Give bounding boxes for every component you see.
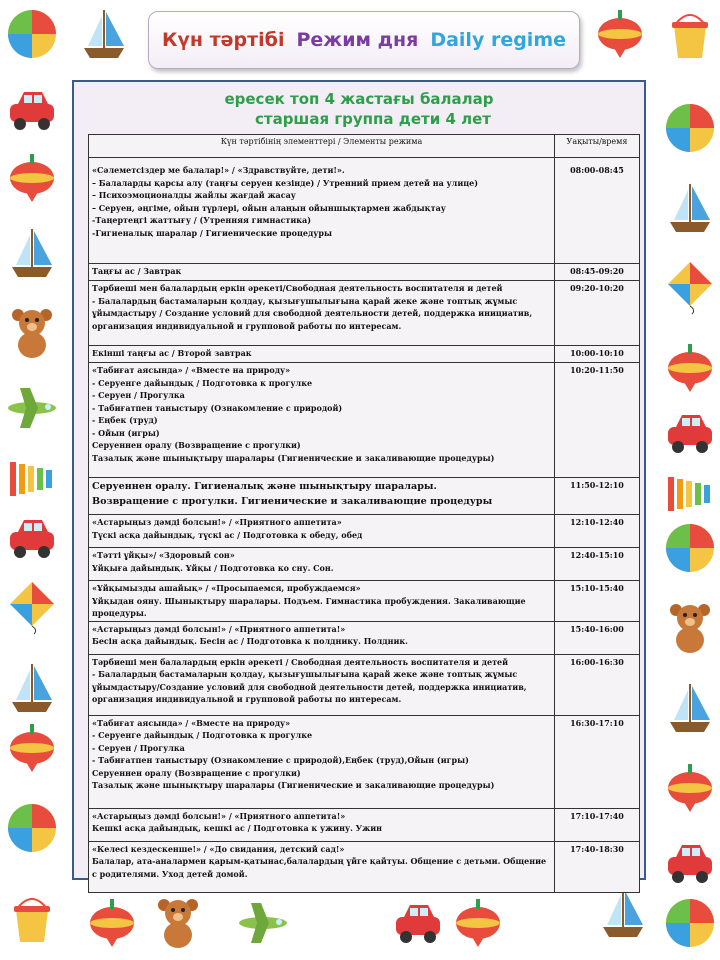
regime-element-cell bbox=[89, 363, 555, 478]
time-cell: 12:10-12:40 bbox=[555, 515, 640, 548]
regime-line: Возвращение с прогулки. Гигиенические и закаливающие процедуры bbox=[92, 496, 493, 507]
time-cell: 10:20-11:50 bbox=[555, 363, 640, 478]
regime-line: - Табиғатпен таныстыру (Ознакомление с природой),Еңбек (труд),Ойын (игры) bbox=[92, 755, 469, 765]
schedule-panel bbox=[72, 80, 646, 880]
title-banner bbox=[148, 11, 580, 69]
time-cell: 16:30-17:10 bbox=[555, 715, 640, 808]
sailboat-icon bbox=[595, 885, 651, 941]
spinning-top-icon bbox=[662, 760, 718, 816]
sailboat-icon bbox=[662, 680, 718, 736]
ball-icon bbox=[4, 800, 60, 856]
time-cell: 17:10-17:40 bbox=[555, 808, 640, 841]
regime-line: Кешкі асқа дайындық, кешкі ас / Подготовка к ужину. Ужин bbox=[92, 823, 383, 833]
airplane-icon bbox=[235, 895, 291, 951]
regime-line: Түскі асқа дайындық, түскі ас / Подготовка к обеду, обед bbox=[92, 529, 363, 540]
teddy-bear-icon bbox=[662, 600, 718, 656]
car-icon bbox=[390, 895, 446, 951]
ball-icon bbox=[662, 100, 718, 156]
regime-line: Бесін асқа дайындық. Бесін ас / Подготовка к полднику. Полдник. bbox=[92, 636, 408, 646]
regime-line: «Табиғат аясында» / «Вместе на природу» bbox=[92, 365, 291, 375]
regime-element-cell bbox=[89, 346, 555, 363]
regime-element-cell bbox=[89, 515, 555, 548]
regime-element-cell bbox=[89, 281, 555, 346]
teddy-bear-icon bbox=[150, 895, 206, 951]
schedule-table bbox=[88, 134, 640, 893]
spinning-top-icon bbox=[4, 150, 60, 206]
sand-bucket-icon bbox=[662, 6, 718, 62]
time-cell: 08:00-08:45 bbox=[555, 158, 640, 264]
regime-line: Таңғы ас / Завтрак bbox=[92, 266, 182, 276]
sailboat-icon bbox=[4, 660, 60, 716]
table-row bbox=[89, 621, 640, 654]
regime-element-cell bbox=[89, 841, 555, 892]
regime-element-cell bbox=[89, 548, 555, 581]
sailboat-icon bbox=[4, 225, 60, 281]
table-row bbox=[89, 808, 640, 841]
car-icon bbox=[4, 82, 60, 138]
regime-element-cell bbox=[89, 581, 555, 622]
regime-line: - Балалардың бастамаларын қолдау, қызығушылығына қарай жеке және топтық жұмыс ұйымдастыру/Создание условий для свободной деятельности детей, поддержка инициатив, организация индивидуальной и групповой работы по интересам. bbox=[92, 669, 527, 704]
regime-line: «Келесі кездескенше!» / «До свидания, детский сад!» bbox=[92, 843, 345, 854]
table-row bbox=[89, 478, 640, 515]
regime-line: Серуеннен оралу (Возвращение с прогулки) bbox=[92, 767, 301, 778]
time-cell: 12:40-15:10 bbox=[555, 548, 640, 581]
table-row bbox=[89, 346, 640, 363]
regime-line: - Балалардың бастамаларын қолдау, қызығушылығына қарай жеке және топтық жұмыс ұйымдастыру / Создание условий для свободной деятельности детей, поддержка инициатив, организация индивидуальной и групповой работы по интересам. bbox=[92, 295, 533, 331]
regime-element-cell bbox=[89, 808, 555, 841]
time-cell: 17:40-18:30 bbox=[555, 841, 640, 892]
car-icon bbox=[662, 835, 718, 891]
time-cell: 16:00-16:30 bbox=[555, 654, 640, 715]
subtitle-kz: ересек топ 4 жастағы балалар bbox=[224, 90, 494, 108]
header-time: Уақыты/время bbox=[555, 135, 640, 158]
spinning-top-icon bbox=[592, 6, 648, 62]
xylophone-icon bbox=[4, 450, 60, 506]
kite-icon bbox=[4, 580, 60, 636]
title-ru: Режим дня bbox=[296, 29, 419, 51]
regime-element-cell bbox=[89, 158, 555, 264]
regime-line: «Астарыңыз дәмді болсын!» / «Приятного аппетита!» bbox=[92, 810, 346, 821]
spinning-top-icon bbox=[4, 720, 60, 776]
regime-line: Тазалық және шынықтыру шаралары (Гигиенические и закаливающие процедуры) bbox=[92, 452, 495, 463]
time-cell: 15:40-16:00 bbox=[555, 621, 640, 654]
regime-line: Тазалық және шынықтыру шаралары (Гигиенические и закаливающие процедуры) bbox=[92, 780, 495, 790]
regime-element-cell bbox=[89, 621, 555, 654]
regime-line: Тәрбиеші мен балалардың еркін әрекеті / Свободная деятельность воспитателя и детей bbox=[92, 656, 509, 667]
regime-element-cell bbox=[89, 654, 555, 715]
regime-line: «Табиғат аясында» / «Вместе на природу» bbox=[92, 717, 291, 728]
kite-icon bbox=[662, 260, 718, 316]
car-icon bbox=[662, 405, 718, 461]
regime-line: -Гигиеналық шаралар / Гигиенические процедуры bbox=[92, 227, 333, 238]
regime-element-cell bbox=[89, 264, 555, 281]
table-row bbox=[89, 654, 640, 715]
regime-line: Балалар, ата-аналармен қарым-қатынас,балалардың үйге қайтуы. Общение с детьми. Общение с родителями. Уход детей домой. bbox=[92, 856, 547, 879]
ball-icon bbox=[662, 895, 718, 951]
regime-line: - Серуен / Прогулка bbox=[92, 390, 185, 400]
table-row bbox=[89, 158, 640, 264]
regime-line: «Астарыңыз дәмді болсын!» / «Приятного аппетита» bbox=[92, 517, 342, 527]
spinning-top-icon bbox=[450, 895, 506, 951]
time-cell: 10:00-10:10 bbox=[555, 346, 640, 363]
airplane-icon bbox=[4, 380, 60, 436]
regime-line: - Серуенге дайындық / Подготовка к прогулке bbox=[92, 377, 313, 388]
time-cell: 11:50-12:10 bbox=[555, 478, 640, 515]
sailboat-icon bbox=[662, 180, 718, 236]
regime-line: «Сәлеметсіздер ме балалар!» / «Здравствуйте, дети!». bbox=[92, 165, 345, 175]
car-icon bbox=[4, 510, 60, 566]
table-row bbox=[89, 548, 640, 581]
regime-element-cell bbox=[89, 478, 555, 515]
spinning-top-icon bbox=[84, 895, 140, 951]
title-kz: Күн тәртібі bbox=[162, 29, 285, 51]
regime-line: Серуеннен оралу. Гигиеналық және шынықтыру шаралары. bbox=[92, 481, 437, 492]
sand-bucket-icon bbox=[4, 890, 60, 946]
table-row bbox=[89, 581, 640, 622]
regime-line: - Еңбек (труд) bbox=[92, 415, 158, 425]
regime-line: – Серуен, әңгіме, ойын түрлері, ойын алаңын ойыншықтармен жабдықтау bbox=[92, 202, 446, 213]
regime-line: «Ұйқымызды ашайық» / «Просыпаемся, пробуждаемся» bbox=[92, 583, 361, 593]
table-row bbox=[89, 363, 640, 478]
regime-line: – Балаларды қарсы алу (таңғы серуен кезінде) / Утренний прием детей на улице) bbox=[92, 177, 479, 188]
regime-line: Ұйқыға дайындық. Ұйқы / Подготовка ко сну. Сон. bbox=[92, 562, 334, 573]
table-row bbox=[89, 715, 640, 808]
table-row bbox=[89, 515, 640, 548]
regime-line: - Серуен / Прогулка bbox=[92, 742, 185, 753]
ball-icon bbox=[4, 6, 60, 62]
time-cell: 08:45-09:20 bbox=[555, 264, 640, 281]
regime-line: Серуеннен оралу (Возвращение с прогулки) bbox=[92, 440, 301, 450]
title-en: Daily regime bbox=[430, 29, 566, 51]
regime-line: -Таңертеңгі жаттығу / (Утренняя гимнастика) bbox=[92, 215, 312, 225]
regime-line: - Ойын (игры) bbox=[92, 427, 160, 438]
regime-line: Ұйқыдан ояну. Шынықтыру шаралары. Подъем. Гимнастика пробуждения. Закаливающие процедуры. bbox=[92, 595, 526, 618]
table-row bbox=[89, 264, 640, 281]
xylophone-icon bbox=[662, 465, 718, 521]
regime-line: – Психоэмоционалды жайлы жағдай жасау bbox=[92, 190, 296, 200]
table-row bbox=[89, 281, 640, 346]
header-elements: Күн тәртібінің элементтері / Элементы режима bbox=[89, 135, 555, 158]
regime-line: - Серуенге дайындық / Подготовка к прогулке bbox=[92, 730, 313, 740]
regime-line: «Тәтті ұйқы»/ «Здоровый сон» bbox=[92, 550, 235, 560]
table-row bbox=[89, 841, 640, 892]
regime-element-cell bbox=[89, 715, 555, 808]
teddy-bear-icon bbox=[4, 305, 60, 361]
regime-line: Тәрбиеші мен балалардың еркін әрекеті/Свободная деятельность воспитателя и детей bbox=[92, 283, 503, 293]
time-cell: 15:10-15:40 bbox=[555, 581, 640, 622]
subtitle-ru: старшая группа дети 4 лет bbox=[254, 110, 491, 128]
regime-line: «Астарыңыз дәмді болсын!» / «Приятного аппетита!» bbox=[92, 623, 346, 634]
regime-line: Екінші таңғы ас / Второй завтрак bbox=[92, 348, 252, 358]
spinning-top-icon bbox=[662, 340, 718, 396]
table-header-row bbox=[89, 135, 640, 158]
time-cell: 09:20-10:20 bbox=[555, 281, 640, 346]
sailboat-icon bbox=[76, 6, 132, 62]
ball-icon bbox=[662, 520, 718, 576]
regime-line: - Табиғатпен таныстыру (Ознакомление с природой) bbox=[92, 402, 343, 413]
